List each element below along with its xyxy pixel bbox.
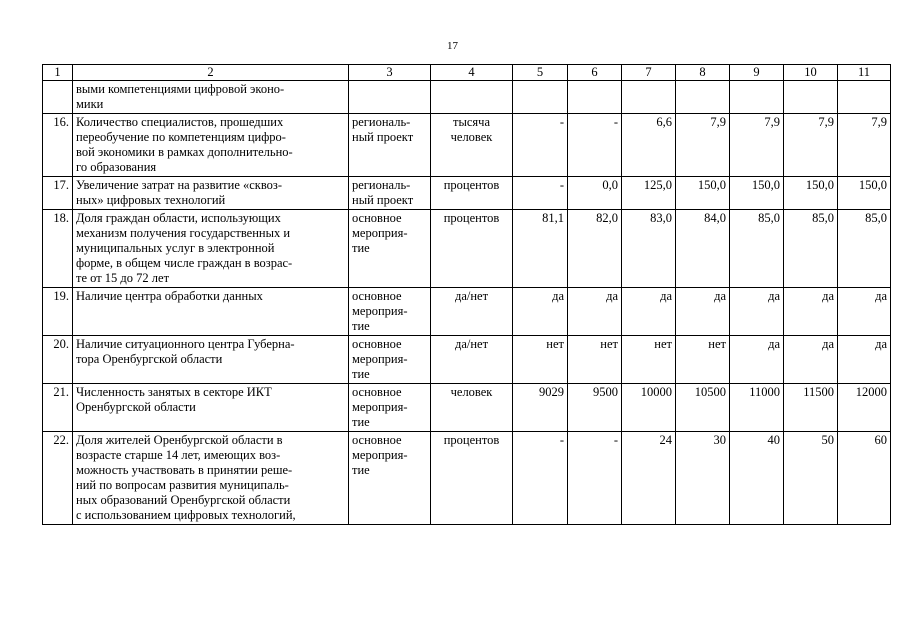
- row-value: нет: [622, 336, 676, 384]
- row-value: нет: [676, 336, 730, 384]
- header-cell: 7: [622, 65, 676, 81]
- row-unit: [431, 81, 513, 114]
- row-value: да: [568, 288, 622, 336]
- row-value: 85,0: [730, 210, 784, 288]
- row-value: да: [784, 336, 838, 384]
- row-value: 150,0: [676, 177, 730, 210]
- row-description: выми компетенциями цифровой эконо- мики: [73, 81, 349, 114]
- table-row: [43, 384, 891, 432]
- row-type: [349, 81, 431, 114]
- row-type: основное мероприя- тие: [349, 210, 431, 288]
- row-value: 60: [838, 432, 891, 525]
- row-value: да: [730, 336, 784, 384]
- row-value: 81,1: [513, 210, 568, 288]
- table-row: [43, 114, 891, 177]
- row-number: 21.: [43, 384, 73, 432]
- row-value: 24: [622, 432, 676, 525]
- continuation-row: [43, 81, 891, 114]
- row-value: 6,6: [622, 114, 676, 177]
- row-value: -: [513, 114, 568, 177]
- row-value: да: [676, 288, 730, 336]
- row-value: 84,0: [676, 210, 730, 288]
- header-cell: 10: [784, 65, 838, 81]
- header-cell: 9: [730, 65, 784, 81]
- row-value: [676, 81, 730, 114]
- row-value: [838, 81, 891, 114]
- row-type: основное мероприя- тие: [349, 432, 431, 525]
- row-type: основное мероприя- тие: [349, 336, 431, 384]
- row-value: -: [513, 177, 568, 210]
- header-row: [43, 65, 891, 81]
- header-cell: 4: [431, 65, 513, 81]
- table-row: [43, 432, 891, 525]
- row-value: 7,9: [838, 114, 891, 177]
- table-row: [43, 210, 891, 288]
- row-value: нет: [568, 336, 622, 384]
- row-value: 40: [730, 432, 784, 525]
- row-description: Доля граждан области, использующих механизм получения государственных и муниципальных услуг в электронной форме, в общем числе граждан в возрас- те от 15 до 72 лет: [73, 210, 349, 288]
- row-number: 16.: [43, 114, 73, 177]
- indicators-table: [42, 64, 891, 525]
- row-value: 7,9: [730, 114, 784, 177]
- row-value: да: [622, 288, 676, 336]
- row-value: да: [838, 288, 891, 336]
- row-value: -: [568, 432, 622, 525]
- row-value: 85,0: [784, 210, 838, 288]
- row-value: да: [513, 288, 568, 336]
- row-value: 12000: [838, 384, 891, 432]
- row-value: 11000: [730, 384, 784, 432]
- row-type: основное мероприя- тие: [349, 288, 431, 336]
- row-value: 150,0: [838, 177, 891, 210]
- row-value: [513, 81, 568, 114]
- row-value: 30: [676, 432, 730, 525]
- row-value: 7,9: [784, 114, 838, 177]
- row-value: 0,0: [568, 177, 622, 210]
- row-value: да: [730, 288, 784, 336]
- row-description: Численность занятых в секторе ИКТ Оренбургской области: [73, 384, 349, 432]
- page-number: 17: [447, 40, 458, 52]
- row-number: 20.: [43, 336, 73, 384]
- row-number: 22.: [43, 432, 73, 525]
- table-row: [43, 288, 891, 336]
- row-value: -: [568, 114, 622, 177]
- row-type: региональ- ный проект: [349, 114, 431, 177]
- row-description: Наличие центра обработки данных: [73, 288, 349, 336]
- row-unit: процентов: [431, 177, 513, 210]
- row-value: 50: [784, 432, 838, 525]
- header-cell: 1: [43, 65, 73, 81]
- row-value: да: [784, 288, 838, 336]
- row-value: 82,0: [568, 210, 622, 288]
- row-value: [622, 81, 676, 114]
- row-value: 125,0: [622, 177, 676, 210]
- table-row: [43, 177, 891, 210]
- row-value: 83,0: [622, 210, 676, 288]
- row-unit: да/нет: [431, 288, 513, 336]
- row-value: 9029: [513, 384, 568, 432]
- row-value: 10500: [676, 384, 730, 432]
- row-unit: процентов: [431, 432, 513, 525]
- header-cell: 5: [513, 65, 568, 81]
- row-description: Наличие ситуационного центра Губерна- тора Оренбургской области: [73, 336, 349, 384]
- row-value: 7,9: [676, 114, 730, 177]
- row-number: [43, 81, 73, 114]
- row-value: 10000: [622, 384, 676, 432]
- row-value: 85,0: [838, 210, 891, 288]
- row-number: 17.: [43, 177, 73, 210]
- row-value: [730, 81, 784, 114]
- row-unit: тысяча человек: [431, 114, 513, 177]
- row-value: 150,0: [730, 177, 784, 210]
- row-value: 150,0: [784, 177, 838, 210]
- row-type: основное мероприя- тие: [349, 384, 431, 432]
- row-unit: да/нет: [431, 336, 513, 384]
- row-description: Доля жителей Оренбургской области в возрасте старше 14 лет, имеющих воз- можность участвовать в принятии реше- ний по вопросам развития муниципаль- ных образований Оренбургской области с использованием цифровых технологий,: [73, 432, 349, 525]
- row-value: -: [513, 432, 568, 525]
- row-number: 19.: [43, 288, 73, 336]
- row-value: 9500: [568, 384, 622, 432]
- row-value: 11500: [784, 384, 838, 432]
- header-cell: 3: [349, 65, 431, 81]
- row-description: Количество специалистов, прошедших переобучение по компетенциям цифро- вой экономики в рамках дополнительно- го образования: [73, 114, 349, 177]
- row-unit: процентов: [431, 210, 513, 288]
- row-value: [784, 81, 838, 114]
- header-cell: 6: [568, 65, 622, 81]
- row-description: Увеличение затрат на развитие «сквоз- ных» цифровых технологий: [73, 177, 349, 210]
- header-cell: 8: [676, 65, 730, 81]
- row-unit: человек: [431, 384, 513, 432]
- header-cell: 2: [73, 65, 349, 81]
- row-type: региональ- ный проект: [349, 177, 431, 210]
- row-value: да: [838, 336, 891, 384]
- header-cell: 11: [838, 65, 891, 81]
- row-number: 18.: [43, 210, 73, 288]
- table-row: [43, 336, 891, 384]
- row-value: [568, 81, 622, 114]
- row-value: нет: [513, 336, 568, 384]
